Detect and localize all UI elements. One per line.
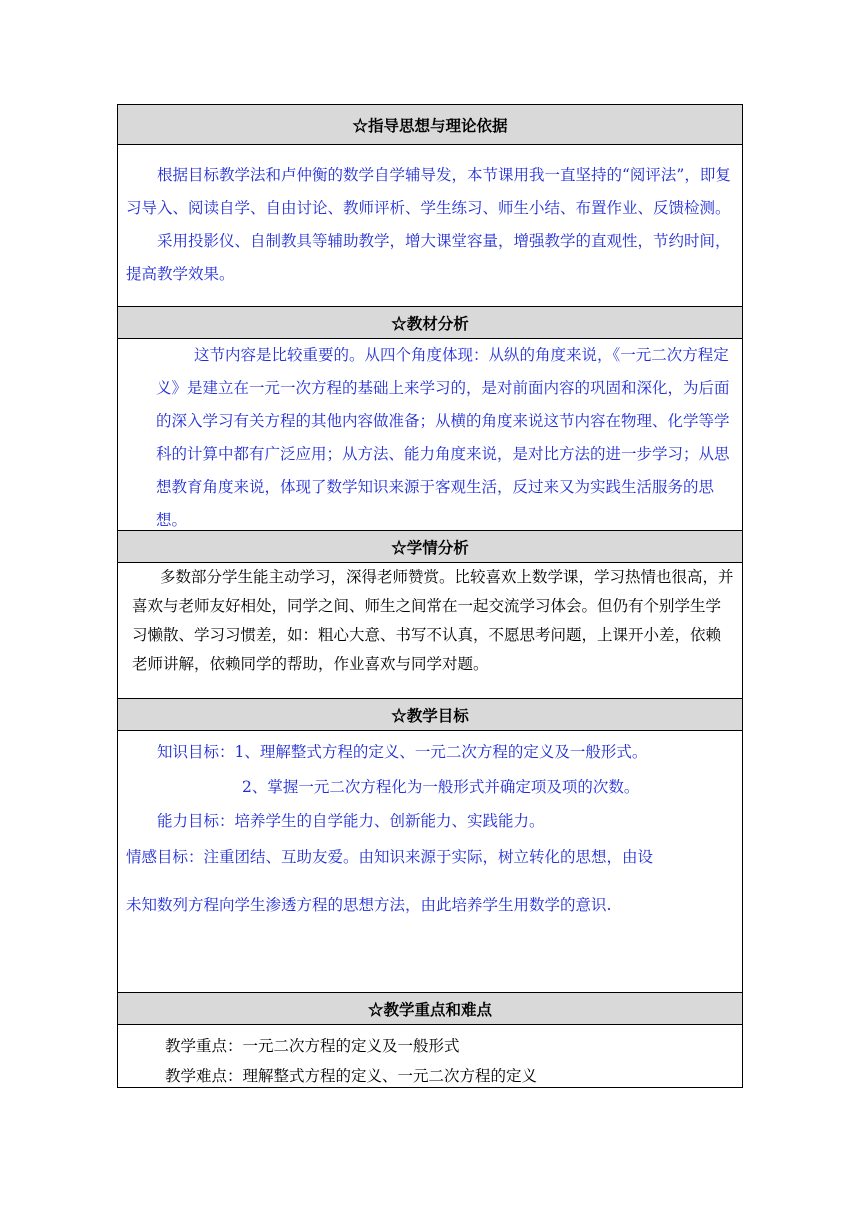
section-body-goals bbox=[118, 731, 742, 993]
section-body-students bbox=[118, 563, 742, 699]
knowledge-goal-1: 知识目标：1、理解整式方程的定义、一元二次方程的定义及一般形式。 bbox=[157, 743, 648, 761]
guiding-paragraph-1: 根据目标教学法和卢仲衡的数学自学辅导发，本节课用我一直坚持的“阅评法”，即复习导入、阅读自学、自由讨论、教师评析、学生练习、师生小结、布置作业、反馈检测。 bbox=[126, 166, 731, 217]
section-header-guiding: ☆指导思想与理论依据 bbox=[118, 105, 742, 145]
emotion-goal-line-1: 情感目标：注重团结、互助友爱。由知识来源于实际，树立转化的思想，由设 bbox=[126, 847, 654, 866]
section-header-students: ☆学情分析 bbox=[118, 531, 742, 563]
guiding-paragraph-2: 采用投影仪、自制教具等辅助教学，增大课堂容量，增强教学的直观性，节约时间，提高教学效果。 bbox=[126, 232, 731, 283]
students-paragraph: 多数部分学生能主动学习，深得老师赞赏。比较喜欢上数学课，学习热情也很高，并喜欢与老师友好相处，同学之间、师生之间常在一起交流学习体会。但仍有个别学生学习懒散、学习习惯差，如：粗心大意、书写不认真，不愿思考问题，上课开小差，依赖老师讲解，依赖同学的帮助，作业喜欢与同学对题。 bbox=[132, 568, 734, 673]
section-header-keypoints: ☆教学重点和难点 bbox=[118, 993, 742, 1025]
section-body-material bbox=[118, 339, 742, 531]
emotion-goal-line-2: 未知数列方程向学生渗透方程的思想方法，由此培养学生用数学的意识. bbox=[126, 895, 612, 914]
section-header-goals: ☆教学目标 bbox=[118, 699, 742, 731]
ability-goal: 能力目标：培养学生的自学能力、创新能力、实践能力。 bbox=[157, 812, 545, 830]
section-header-material: ☆教材分析 bbox=[118, 307, 742, 339]
material-paragraph: 这节内容是比较重要的。从四个角度体现：从纵的角度来说，《一元二次方程定义》是建立在一元一次方程的基础上来学习的，是对前面内容的巩固和深化，为后面的深入学习有关方程的其他内容做准备；从横的角度来说这节内容在物理、化学等学科的计算中都有广泛应用；从方法、能力角度来说，是对比方法的进一步学习；从思想教育角度来说，体现了数学知识来源于客观生活，反过来又为实践生活服务的思想。 bbox=[156, 346, 730, 529]
difficult-point: 教学难点：理解整式方程的定义、一元二次方程的定义 bbox=[165, 1067, 538, 1085]
lesson-plan-table bbox=[117, 104, 743, 1088]
key-point: 教学重点：一元二次方程的定义及一般形式 bbox=[165, 1037, 460, 1055]
knowledge-goal-2: 2、掌握一元二次方程化为一般形式并确定项及项的次数。 bbox=[242, 777, 640, 796]
section-body-keypoints bbox=[118, 1025, 742, 1087]
section-body-guiding bbox=[118, 145, 742, 307]
